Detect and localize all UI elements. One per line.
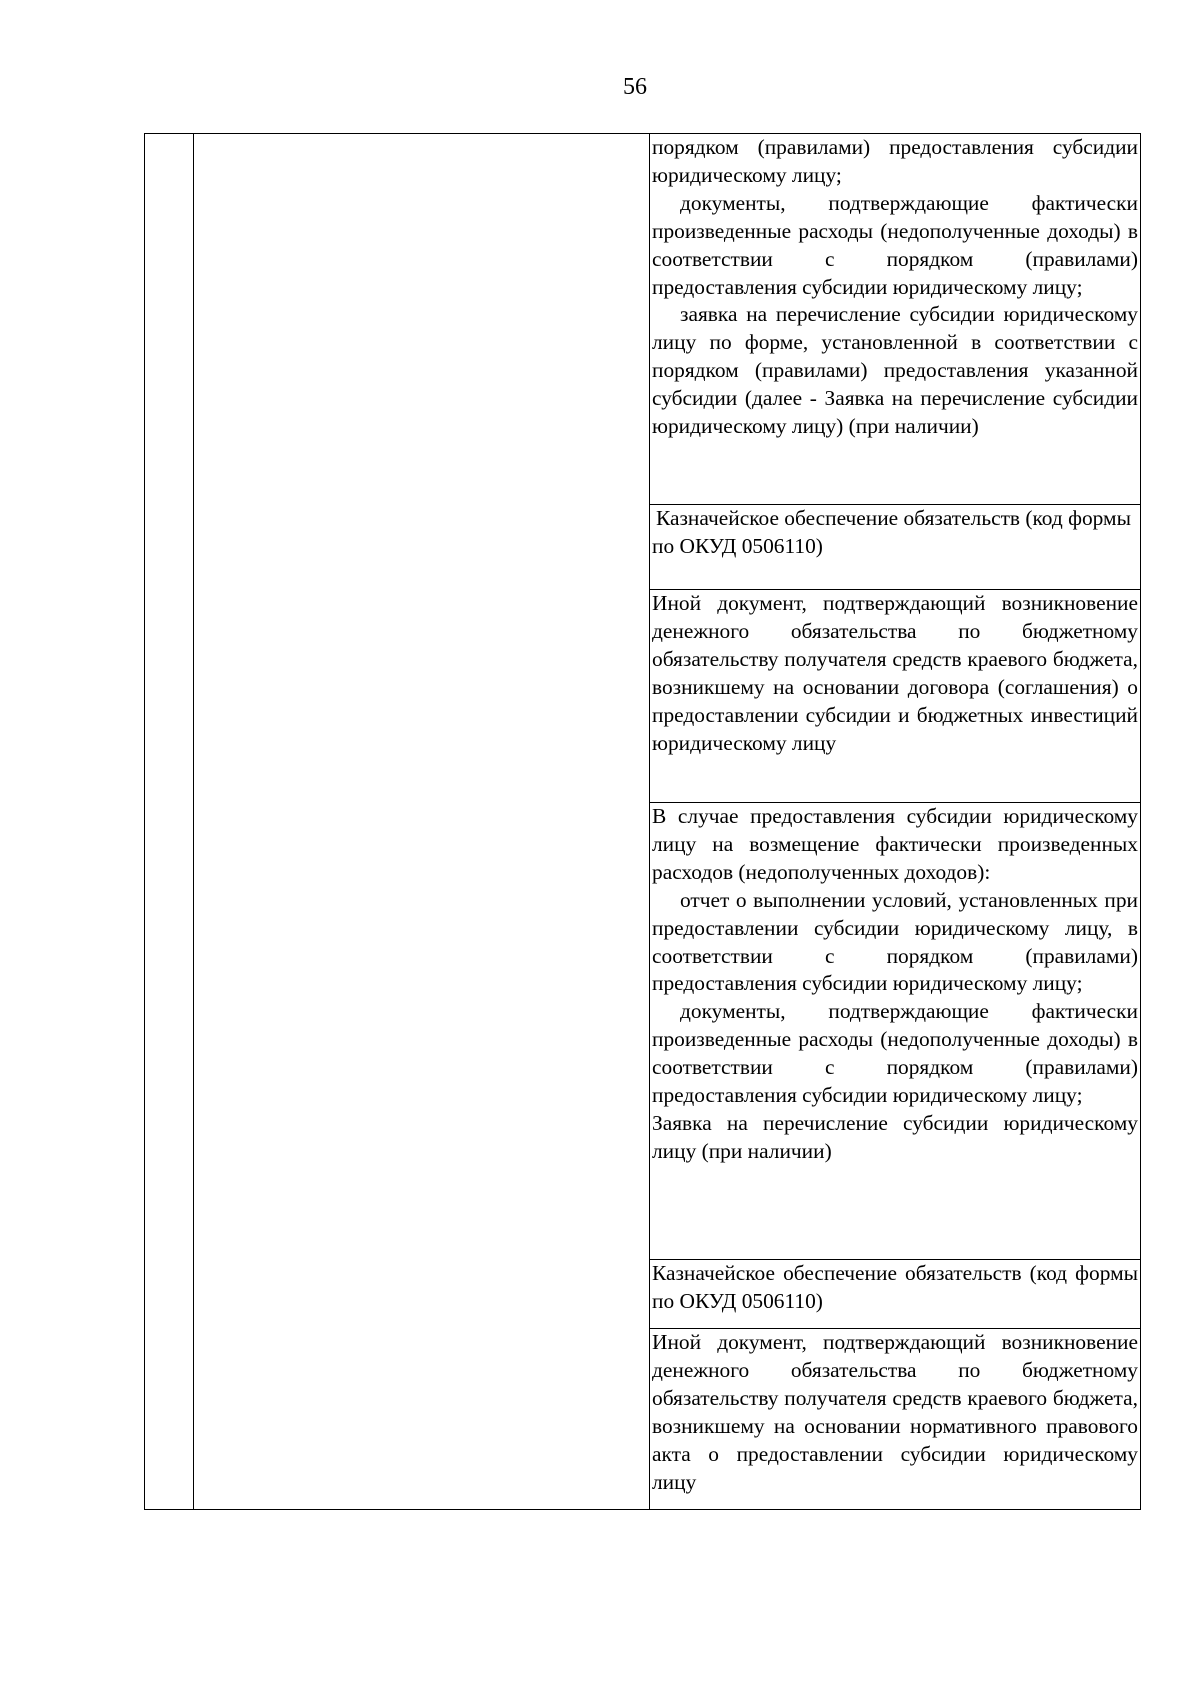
page-number: 56 — [623, 74, 647, 100]
document-table — [144, 133, 1141, 1510]
paragraph: Заявка на перечисление субсидии юридическому лицу (при наличии) — [652, 1110, 1138, 1163]
paragraph: В случае предоставления субсидии юридическому лицу на возмещение фактически произведенных расходов (недополученных доходов): — [652, 804, 1138, 884]
table-cell-document — [650, 134, 1141, 505]
paragraph: Казначейское обеспечение обязательств (код формы по ОКУД 0506110) — [652, 1261, 1138, 1313]
paragraph: порядком (правилами) предоставления субсидии юридическому лицу; — [652, 135, 1138, 187]
paragraph: Иной документ, подтверждающий возникновение денежного обязательства по бюджетному обязательству получателя средств краевого бюджета, возникшему на основании нормативного правового акта о предоставлении субсидии юридическому лицу — [652, 1330, 1138, 1494]
table-cell-document — [650, 505, 1141, 590]
table-row — [145, 134, 1141, 505]
cell-text — [650, 590, 1140, 757]
paragraph: документы, подтверждающие фактически произведенные расходы (недополученные доходы) в соответствии с порядком (правилами) предоставления субсидии юридическому лицу; — [652, 999, 1138, 1108]
paragraph: отчет о выполнении условий, установленных при предоставлении субсидии юридическому лицу, в соответствии с порядком (правилами) предоставления субсидии юридическому лицу; — [652, 887, 1138, 996]
paragraph: Иной документ, подтверждающий возникновение денежного обязательства по бюджетному обязательству получателя средств краевого бюджета, возникшему на основании договора (соглашения) о предоставлении субсидии и бюджетных инвестиций юридическому лицу — [652, 591, 1138, 755]
cell-text — [650, 505, 1140, 561]
table-cell-number — [145, 134, 194, 1510]
cell-text — [650, 1260, 1140, 1316]
paragraph: Казначейское обеспечение обязательств (код формы по ОКУД 0506110) — [652, 506, 1131, 558]
table-cell-name — [194, 134, 650, 1510]
cell-text — [650, 803, 1140, 1166]
table-cell-document — [650, 1329, 1141, 1510]
paragraph: заявка на перечисление субсидии юридическому лицу по форме, установленной в соответствии с порядком (правилами) предоставления указанной субсидии (далее - Заявка на перечисление субсидии юридическому лицу) (при наличии) — [652, 302, 1138, 439]
table-cell-document — [650, 1260, 1141, 1329]
cell-text — [650, 134, 1140, 441]
paragraph: документы, подтверждающие фактически произведенные расходы (недополученные доходы) в соответствии с порядком (правилами) предоставления субсидии юридическому лицу; — [652, 190, 1138, 299]
table-cell-document — [650, 590, 1141, 803]
cell-text — [650, 1329, 1140, 1496]
table-cell-document — [650, 803, 1141, 1260]
